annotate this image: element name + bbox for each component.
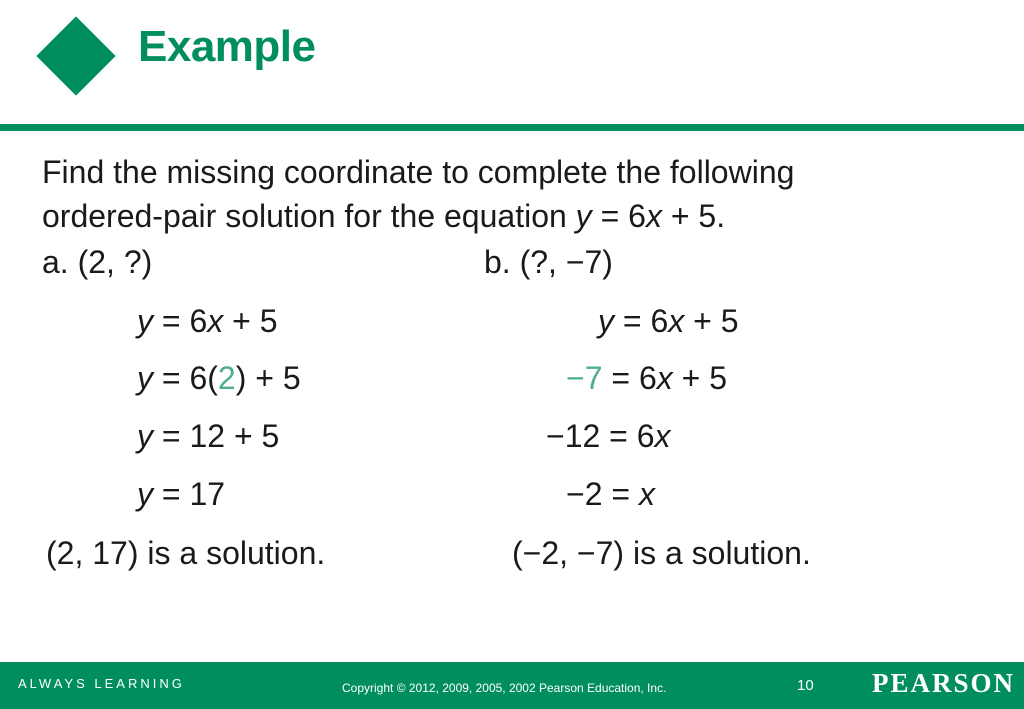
eq-part: −2 = (566, 476, 639, 512)
part-b-step-2 (566, 362, 727, 394)
var-x: x (654, 418, 671, 454)
eq-part: + 5 (672, 360, 728, 396)
eq-part: = 6 (591, 198, 646, 234)
var-y: y (598, 303, 614, 339)
part-b-step-1 (598, 305, 739, 337)
part-b-label: b. (?, −7) (484, 244, 613, 280)
page-number: 10 (797, 677, 814, 694)
eq-part: + 5 (223, 303, 278, 339)
part-b-solution: (−2, −7) is a solution. (512, 535, 811, 571)
intro-text-1: Find the missing coordinate to complete the following (42, 154, 795, 190)
part-a-step-4 (137, 478, 225, 510)
var-y: y (137, 476, 153, 512)
diamond-bullet-icon (36, 16, 115, 95)
title-divider (0, 124, 1024, 131)
part-a-solution: (2, 17) is a solution. (46, 535, 326, 571)
part-a-step-3 (137, 420, 279, 452)
slide-title: Example (138, 22, 316, 71)
part-a-step-1 (137, 305, 278, 337)
eq-part: = 12 + 5 (153, 418, 280, 454)
footer-copyright: Copyright © 2012, 2009, 2005, 2002 Pearson Education, Inc. (342, 681, 667, 695)
eq-part: ) + 5 (235, 360, 301, 396)
eq-part: −12 = 6 (546, 418, 655, 454)
var-x: x (207, 303, 224, 339)
part-b-step-4 (566, 478, 655, 510)
intro-text-2: ordered-pair solution for the equation (42, 198, 576, 234)
eq-part: = 6( (153, 360, 218, 396)
var-x: x (638, 476, 655, 512)
footer-tagline: ALWAYS LEARNING (18, 676, 185, 691)
substituted-value: −7 (566, 360, 603, 396)
footer-bar (0, 662, 1024, 709)
var-x: x (656, 360, 673, 396)
var-y: y (137, 303, 153, 339)
eq-part: = 17 (153, 476, 226, 512)
var-y: y (137, 360, 153, 396)
var-x: x (668, 303, 685, 339)
eq-part: = 6 (602, 360, 657, 396)
var-x: x (645, 198, 662, 234)
eq-part: = 6 (153, 303, 208, 339)
substituted-value: 2 (217, 360, 236, 396)
eq-part: + 5. (661, 198, 726, 234)
part-a-step-2 (137, 362, 301, 394)
eq-part: + 5 (684, 303, 739, 339)
intro-line-1 (42, 156, 794, 188)
part-b-step-3 (546, 420, 671, 452)
eq-part: = 6 (614, 303, 669, 339)
var-y: y (137, 418, 153, 454)
pearson-logo: PEARSON (872, 668, 1016, 698)
part-a-label: a. (2, ?) (42, 244, 153, 280)
intro-line-2 (42, 200, 725, 232)
var-y: y (575, 198, 592, 234)
